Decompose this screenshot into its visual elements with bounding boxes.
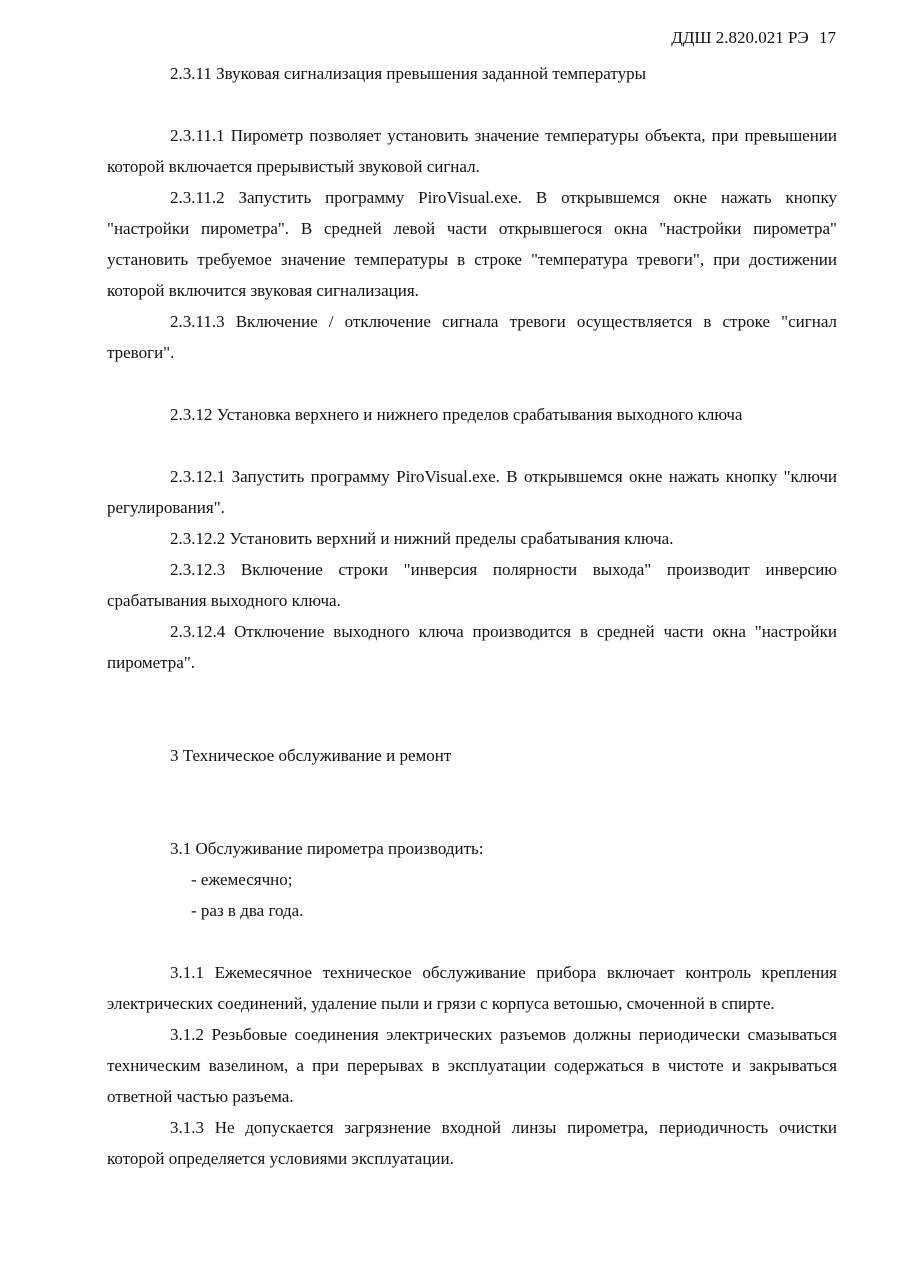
paragraph-2-3-11-3: 2.3.11.3 Включение / отключение сигнала тревоги осуществляется в строке "сигнал тревоги". — [107, 312, 837, 362]
paragraph-2-3-12-2: 2.3.12.2 Установить верхний и нижний пределы срабатывания ключа. — [170, 529, 674, 548]
paragraph-3-1-2: 3.1.2 Резьбовые соединения электрических разъемов должны периодически смазываться техническим вазелином, а при перерывах в эксплуатации содержаться в чистоте и закрываться ответной частью разъема. — [107, 1025, 837, 1106]
section-heading-2-3-11: 2.3.11 Звуковая сигнализация превышения заданной температуры — [170, 64, 647, 83]
document-code: ДДШ 2.820.021 РЭ — [671, 28, 809, 47]
paragraph-3-1-3: 3.1.3 Не допускается загрязнение входной линзы пирометра, периодичность очистки которой определяется условиями эксплуатации. — [107, 1118, 837, 1168]
paragraph-2-3-11-2: 2.3.11.2 Запустить программу PiroVisual.exe. В открывшемся окне нажать кнопку "настройки пирометра". В средней левой части открывшегося окна "настройки пирометра" установить требуемое значение температуры в строке "температура тревоги", при достижении которой включится звуковая сигнализация. — [107, 188, 837, 300]
list-item: - ежемесячно; — [191, 870, 293, 889]
paragraph-2-3-12-1: 2.3.12.1 Запустить программу PiroVisual.exe. В открывшемся окне нажать кнопку "ключи регулирования". — [107, 467, 837, 517]
page-number: 17 — [819, 28, 836, 47]
section-heading-3-1: 3.1 Обслуживание пирометра производить: — [170, 839, 484, 858]
list-item: - раз в два года. — [191, 901, 304, 920]
paragraph-2-3-12-4: 2.3.12.4 Отключение выходного ключа производится в средней части окна "настройки пирометра". — [107, 622, 837, 672]
paragraph-2-3-11-1: 2.3.11.1 Пирометр позволяет установить значение температуры объекта, при превышении которой включается прерывистый звуковой сигнал. — [107, 126, 837, 176]
document-header — [671, 28, 836, 48]
document-body — [107, 58, 837, 1174]
section-heading-2-3-12: 2.3.12 Установка верхнего и нижнего пределов срабатывания выходного ключа — [170, 405, 743, 424]
paragraph-2-3-12-3: 2.3.12.3 Включение строки "инверсия полярности выхода" производит инверсию срабатывания выходного ключа. — [107, 560, 837, 610]
paragraph-3-1-1: 3.1.1 Ежемесячное техническое обслуживание прибора включает контроль крепления электрических соединений, удаление пыли и грязи с корпуса ветошью, смоченной в спирте. — [107, 963, 837, 1013]
section-heading-3: 3 Техническое обслуживание и ремонт — [170, 746, 452, 765]
